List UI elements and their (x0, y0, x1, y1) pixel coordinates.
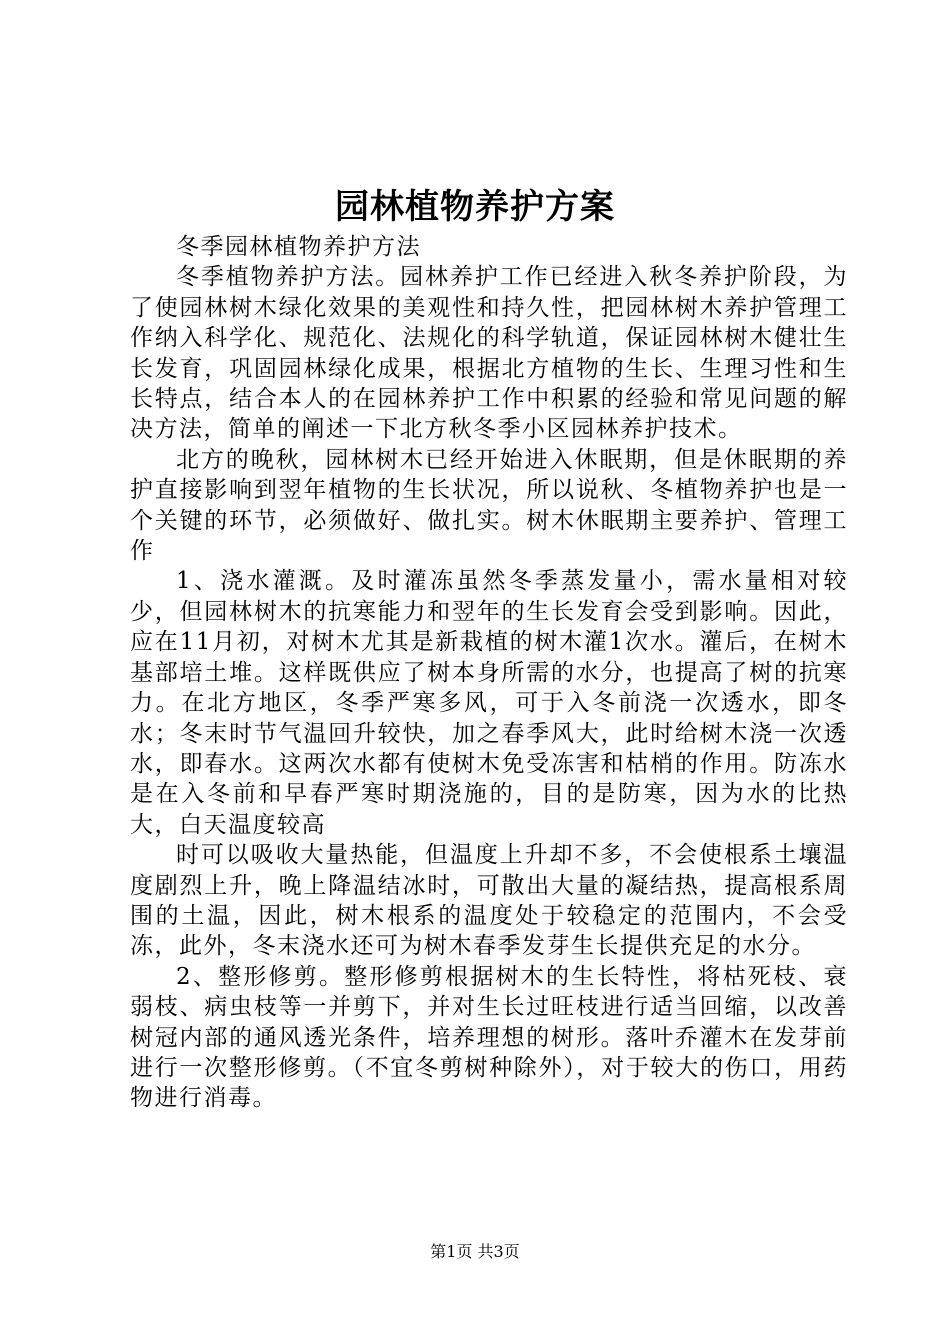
paragraph: 2、整形修剪。整形修剪根据树木的生长特性，将枯死枝、衰弱枝、病虫枝等一并剪下，并对生长过旺枝进行适当回缩，以改善树冠内部的通风透光条件，培养理想的树形。落叶乔灌木在发芽前进行一次整形修剪。（不宜冬剪树种除外），对于较大的伤口，用药物进行消毒。 (130, 963, 848, 1112)
paragraph: 时可以吸收大量热能，但温度上升却不多，不会使根系土壤温度剧烈上升，晚上降温结冰时，可散出大量的凝结热，提高根系周围的土温，因此，树木根系的温度处于较稳定的范围内，不会受冻，此外，冬末浇水还可为树木春季发芽生长提供充足的水分。 (130, 842, 848, 960)
paragraph: 1、浇水灌溉。及时灌冻虽然冬季蒸发量小，需水量相对较少，但园林树木的抗寒能力和翌年的生长发育会受到影响。因此，应在11月初，对树木尤其是新栽植的树木灌1次水。灌后，在树木基部培土堆。这样既供应了树本身所需的水分，也提高了树的抗寒力。在北方地区，冬季严寒多风，可于入冬前浇一次透水，即冬水；冬末时节气温回升较快，加之春季风大，此时给树木浇一次透水，即春水。这两次水都有使树木免受冻害和枯梢的作用。防冻水是在入冬前和早春严寒时期浇施的，目的是防寒，因为水的比热大，白天温度较高 (130, 568, 848, 838)
document-title: 园林植物养护方案 (335, 187, 615, 227)
paragraph: 北方的晚秋，园林树木已经开始进入休眠期，但是休眠期的养护直接影响到翌年植物的生长状况，所以说秋、冬植物养护也是一个关键的环节，必须做好、做扎实。树木休眠期主要养护、管理工作 (130, 446, 848, 565)
paragraph: 冬季植物养护方法。园林养护工作已经进入秋冬养护阶段，为了使园林树木绿化效果的美观性和持久性，把园林树木养护管理工作纳入科学化、规范化、法规化的科学轨道，保证园林树木健壮生长发育，巩固园林绿化成果，根据北方植物的生长、生理习性和生长特点，结合本人的在园林养护工作中积累的经验和常见问题的解决方法，简单的阐述一下北方秋冬季小区园林养护技术。 (130, 264, 848, 443)
document-body (130, 232, 848, 1114)
page-number-footer: 第1页 共3页 (430, 1242, 520, 1261)
section-heading: 冬季园林植物养护方法 (176, 234, 421, 260)
